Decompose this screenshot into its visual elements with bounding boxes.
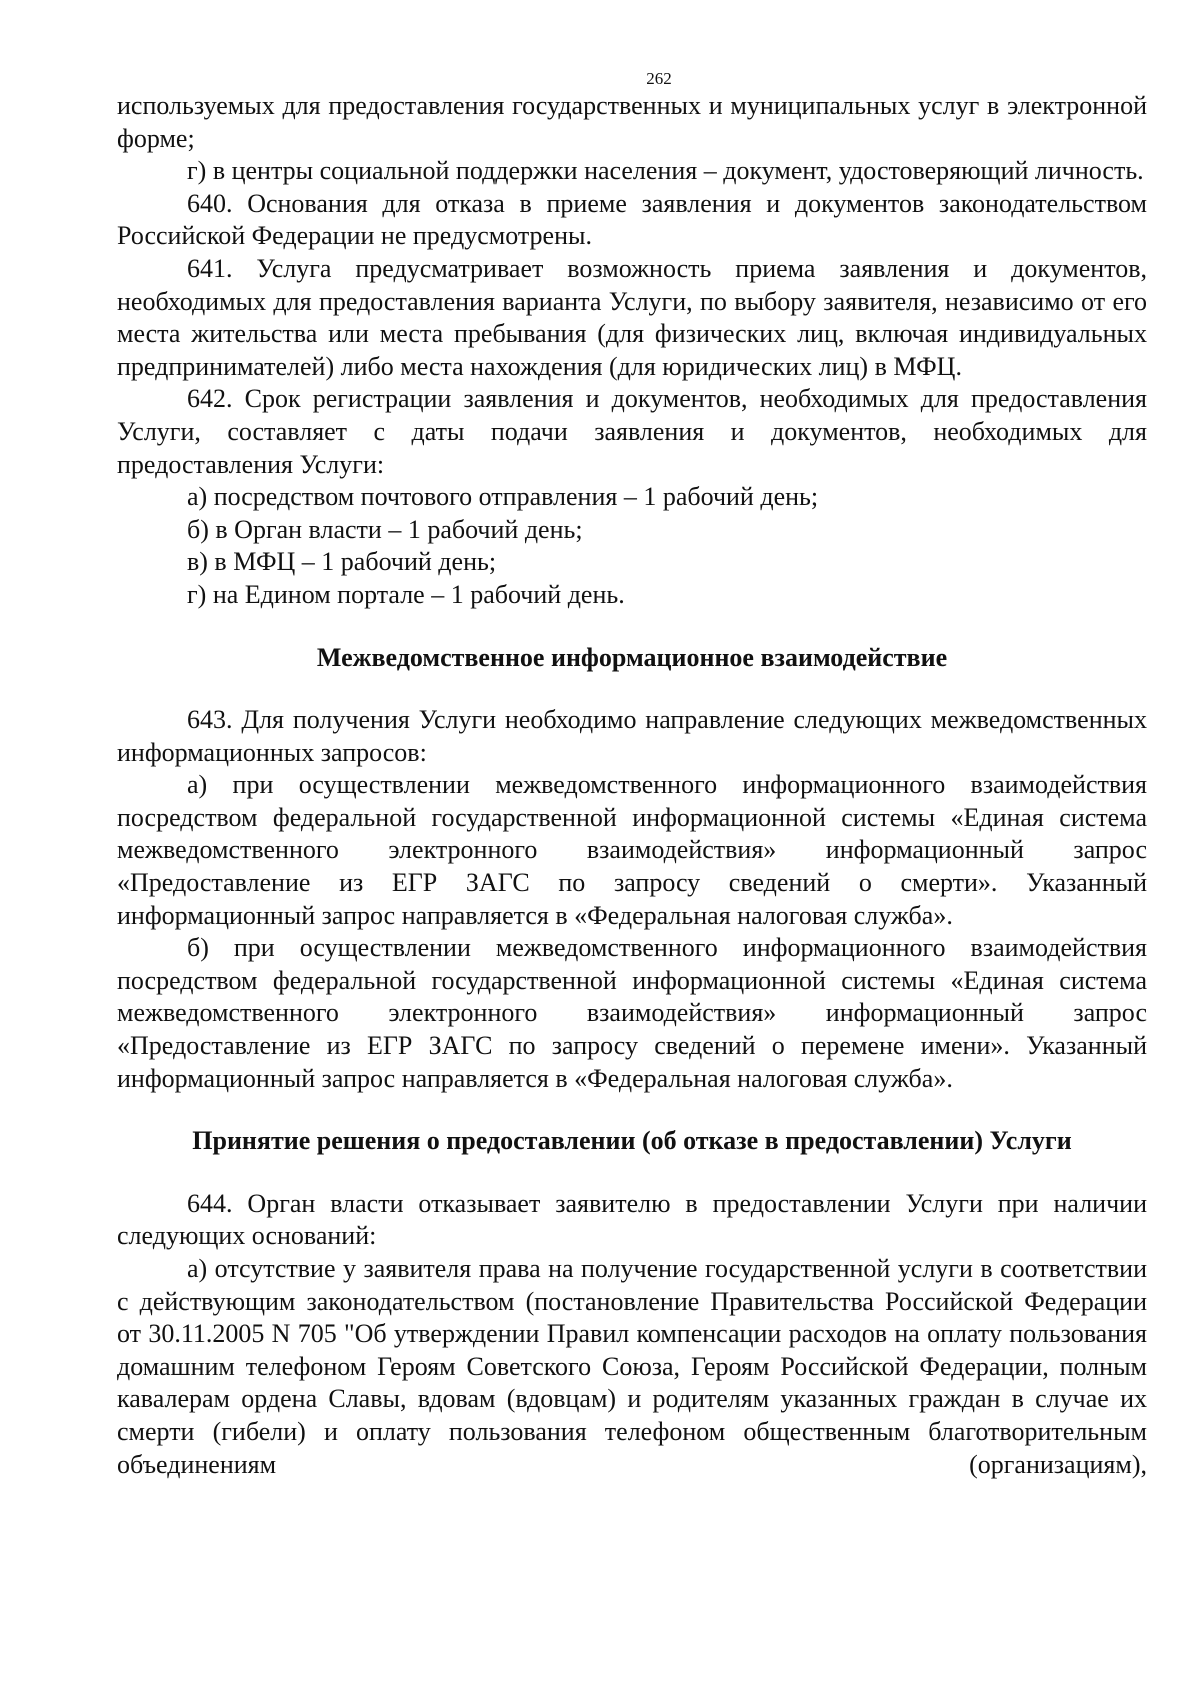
paragraph: г) в центры социальной поддержки населения – документ, удостоверяющий личность.: [187, 156, 1144, 186]
paragraph: используемых для предоставления государственных и муниципальных услуг в электронной форме;: [117, 91, 1147, 153]
section-heading: Принятие решения о предоставлении (об отказе в предоставлении) Услуги: [192, 1126, 1072, 1156]
paragraph-640: 640. Основания для отказа в приеме заявления и документов законодательством Российской Федерации не предусмотрены.: [117, 188, 1147, 251]
section-heading: Межведомственное информационное взаимодействие: [316, 642, 948, 672]
paragraph-641: 641. Услуга предусматривает возможность приема заявления и документов, необходимых для предоставления варианта Услуги, по выбору заявителя, независимо от его места жительства или места пребывания (для физических лиц, включая индивидуальных предпринимателей) либо места нахождения (для юридических лиц) в МФЦ.: [117, 253, 1147, 381]
paragraph: б) при осуществлении межведомственного информационного взаимодействия посредством федеральной государственной информационной системы «Единая система межведомственного электронного взаимодействия» информационный запрос «Предоставление из ЕГР ЗАГС по запросу сведений о перемене имени». Указанный информационный запрос направляется в «Федеральная налоговая служба».: [117, 933, 1147, 1093]
paragraph-643: 643. Для получения Услуги необходимо направление следующих межведомственных информационных запросов:: [117, 705, 1147, 767]
paragraph-642: 642. Срок регистрации заявления и документов, необходимых для предоставления Услуги, составляет с даты подачи заявления и документов, необходимых для предоставления Услуги:: [117, 384, 1147, 479]
list-item: в) в МФЦ – 1 рабочий день;: [187, 547, 497, 577]
list-item: б) в Орган власти – 1 рабочий день;: [187, 514, 583, 544]
paragraph: а) отсутствие у заявителя права на получение государственной услуги в соответствии с действующим законодательством (постановление Правительства Российской Федерации от 30.11.2005 N 705 "Об утверждении Правил компенсации расходов на оплату пользования домашним телефоном Героям Советского Союза, Героям Российской Федерации, полным кавалерам ордена Славы, вдовам (вдовцам) и родителям указанных граждан в случае их смерти (гибели) и оплату пользования телефоном общественным благотворительным объединениям (организациям),: [117, 1254, 1147, 1479]
page-number: 262: [646, 69, 672, 88]
list-item: а) посредством почтового отправления – 1 рабочий день;: [187, 482, 819, 512]
paragraph: а) при осуществлении межведомственного информационного взаимодействия посредством федеральной государственной информационной системы «Единая система межведомственного электронного взаимодействия» информационный запрос «Предоставление из ЕГР ЗАГС по запросу сведений о смерти». Указанный информационный запрос направляется в «Федеральная налоговая служба».: [117, 770, 1147, 930]
list-item: г) на Едином портале – 1 рабочий день.: [187, 579, 625, 609]
paragraph-644: 644. Орган власти отказывает заявителю в предоставлении Услуги при наличии следующих оснований:: [117, 1188, 1147, 1251]
